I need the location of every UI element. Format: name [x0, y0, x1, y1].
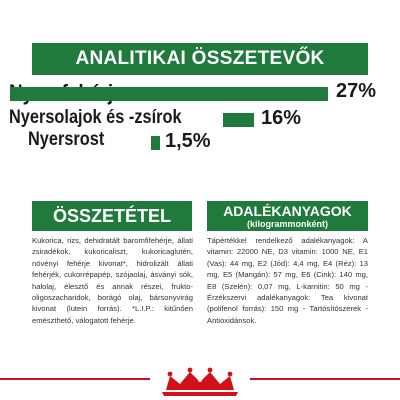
bar-label-fibre: Nyersrost [28, 129, 105, 150]
analytical-constituents-banner [32, 43, 368, 75]
banner-title: ANALITIKAI ÖSSZETEVŐK [75, 48, 325, 69]
composition-header [32, 201, 192, 231]
royal-canin-crown-icon [156, 366, 244, 398]
bar-fibre [151, 136, 160, 150]
bar-fat [223, 113, 254, 127]
additives-header [207, 201, 368, 231]
bar-protein [10, 87, 328, 101]
value-label-fat: 16% [261, 107, 302, 129]
value-label-protein: 27% [336, 80, 377, 102]
additives-title: ADALÉKANYAGOK [223, 202, 352, 219]
composition-title: ÖSSZETÉTEL [52, 205, 171, 226]
additives-subtitle: (kilogrammonként) [246, 218, 328, 229]
value-label-fibre: 1,5% [165, 130, 211, 152]
bar-label-fat: Nyersolajok és -zsírok [9, 107, 182, 128]
composition-text: Kukorica, rizs, dehidratált baromfifehérje, állati zsiradékok, kukoricaliszt, kukoricaglutén, növényi fehérje kivonat*, hidrolizált állati fehérjék, cukorrépapép, szójaolaj, ásványi sók, halolaj, élesztő és annak részei, frukto-oligoszacharidok, borágó olaj, bársonyvirág kivonat (lutein forrás). *L.I.P.: kitűnően emészthető, válogatott fehérje. [32, 236, 193, 325]
additives-text: Tápértékkel rendelkező adalékanyagok: A vitamin: 22000 NE, D3 vitamin: 1000 NE, E1 (Vas): 44 mg, E2 (Jód): 4,4 mg, E4 (Réz): 13 mg, E5 (Mangán): 57 mg, E6 (Cink): 140 mg, E8 (Szelén): 0,07 mg, L-karnitin: 50 mg - Érzékszervi adalékanyagok: Tea kivonat (polifenol forrás): 150 mg - Tartósítószerek - Antioxidánsok. [207, 236, 368, 325]
